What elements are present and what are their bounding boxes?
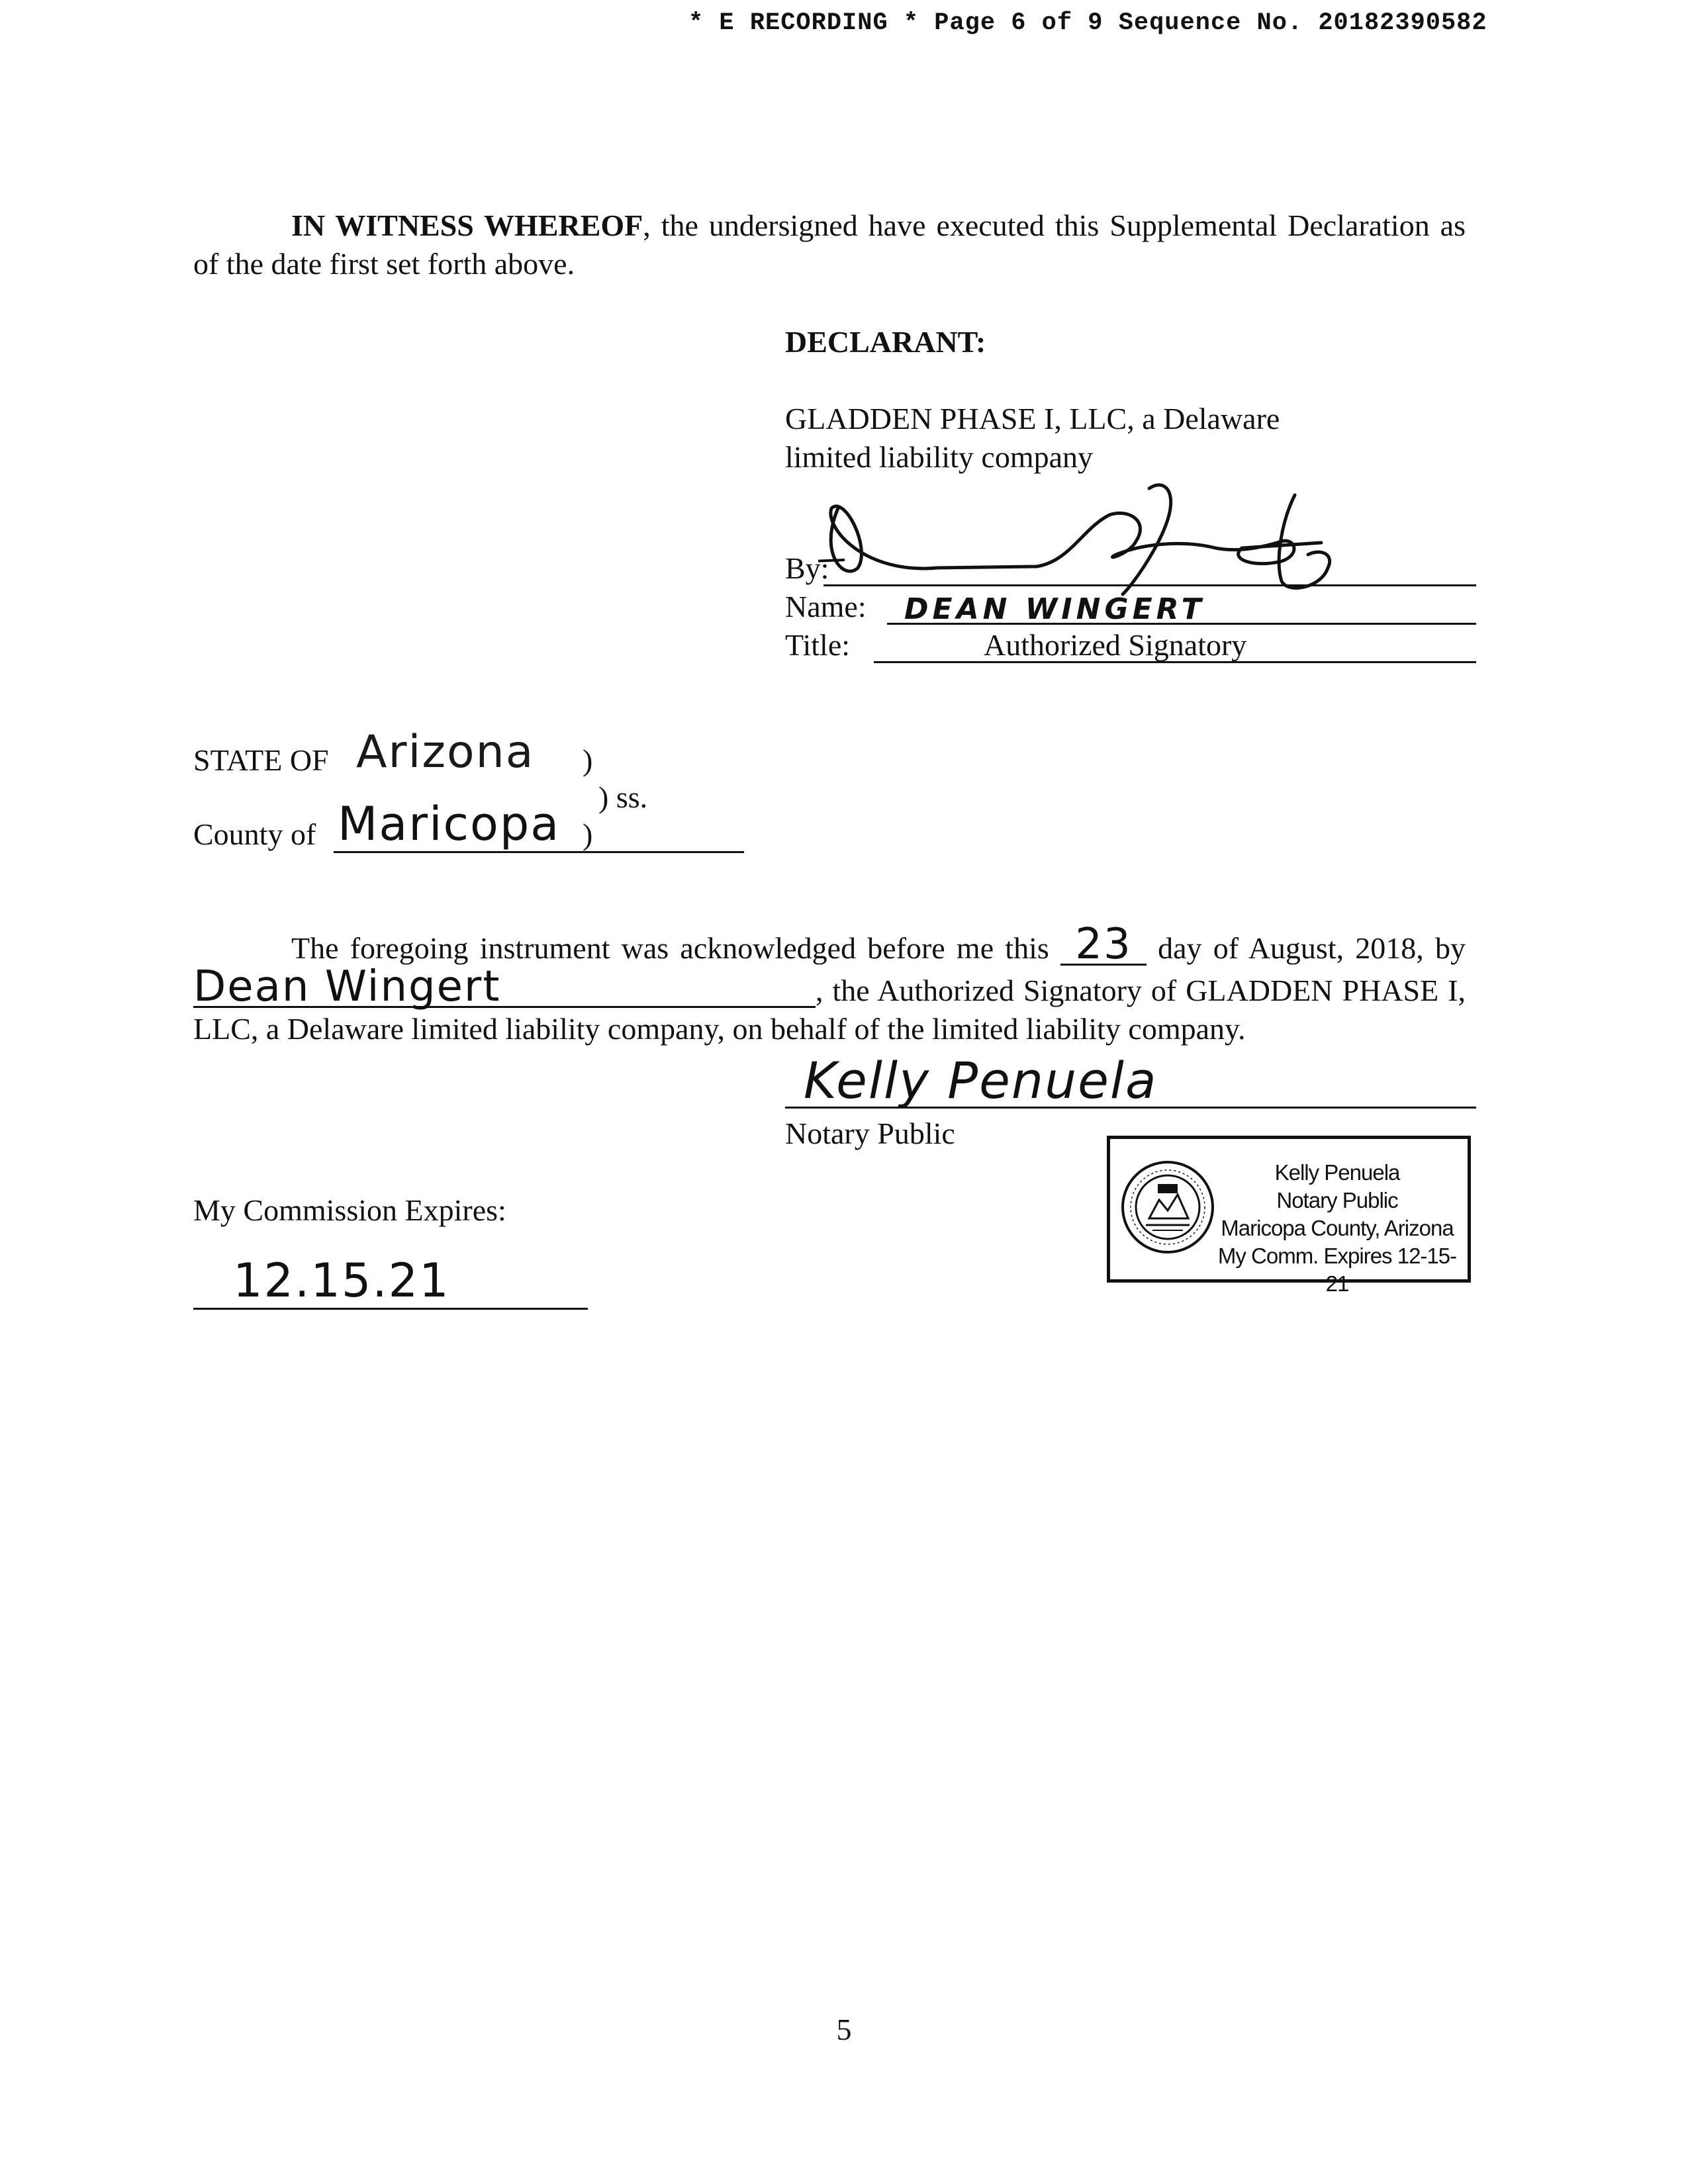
name-line — [887, 623, 1476, 625]
by-label: By: — [785, 551, 829, 585]
ack-text-3: , the Authorized Signatory of GLADDEN PHASE I, LLC, a Delaware limited liability company, on behalf of the limited liability company. — [193, 974, 1466, 1046]
title-value: Authorized Signatory — [984, 628, 1247, 662]
title-row — [785, 626, 1476, 664]
title-line — [874, 661, 1476, 663]
ack-signer-handwritten: Dean Wingert — [193, 968, 816, 1008]
declarant-heading: DECLARANT: — [785, 325, 986, 359]
state-label: STATE OF — [193, 743, 329, 777]
notary-stamp — [1107, 1136, 1471, 1296]
title-label: Title: — [785, 628, 851, 662]
name-row — [785, 588, 1476, 626]
by-signature-line — [823, 584, 1476, 586]
witness-text: , the undersigned have executed this Supplemental Declaration as of the date first set forth above. — [193, 208, 1466, 281]
recording-header: * E RECORDING * Page 6 of 9 Sequence No. 20182390582 — [688, 9, 1487, 37]
name-handwritten: DEAN WINGERT — [904, 592, 1205, 626]
declarant-entity — [785, 400, 1381, 477]
name-label: Name: — [785, 590, 867, 623]
county-label: County of — [193, 817, 316, 851]
ack-text-2: day of August, 2018, — [1158, 931, 1424, 965]
ss-label: ) ss. — [598, 780, 648, 814]
stamp-name: Kelly Penuela — [1274, 1160, 1400, 1185]
acknowledgment-paragraph — [193, 920, 1466, 1048]
county-line — [334, 851, 744, 853]
stamp-expires: My Comm. Expires 12-15-21 — [1217, 1244, 1457, 1296]
stamp-text — [1215, 1159, 1460, 1298]
ack-by-word: by — [1435, 931, 1466, 965]
ack-day-handwritten: 23 — [1060, 925, 1147, 966]
commission-handwritten: 12.15.21 — [233, 1253, 450, 1308]
commission-label: My Commission Expires: — [193, 1193, 506, 1227]
by-row — [785, 549, 1476, 588]
notary-public-label: Notary Public — [785, 1116, 955, 1150]
arizona-state-seal-icon — [1119, 1159, 1216, 1255]
county-handwritten: Maricopa — [338, 797, 561, 851]
stamp-title: Notary Public — [1276, 1188, 1398, 1212]
notary-signature-line — [785, 1051, 1476, 1109]
declarant-entity-line-1: GLADDEN PHASE I, LLC, a Delaware — [785, 402, 1280, 435]
state-handwritten: Arizona — [356, 726, 535, 778]
notary-signature-handwritten: Kelly Penuela — [804, 1051, 1158, 1110]
ack-text-1: The foregoing instrument was acknowledged before me this — [291, 931, 1049, 965]
witness-paragraph — [193, 206, 1466, 283]
commission-line — [193, 1252, 588, 1310]
declarant-entity-line-2: limited liability company — [785, 440, 1094, 474]
venue-paren: ) — [583, 743, 593, 777]
venue-block — [193, 726, 657, 864]
witness-lead: IN WITNESS WHEREOF — [291, 208, 643, 242]
page-number: 5 — [836, 2013, 852, 2046]
venue-paren: ) — [583, 817, 593, 851]
stamp-county: Maricopa County, Arizona — [1221, 1216, 1454, 1240]
